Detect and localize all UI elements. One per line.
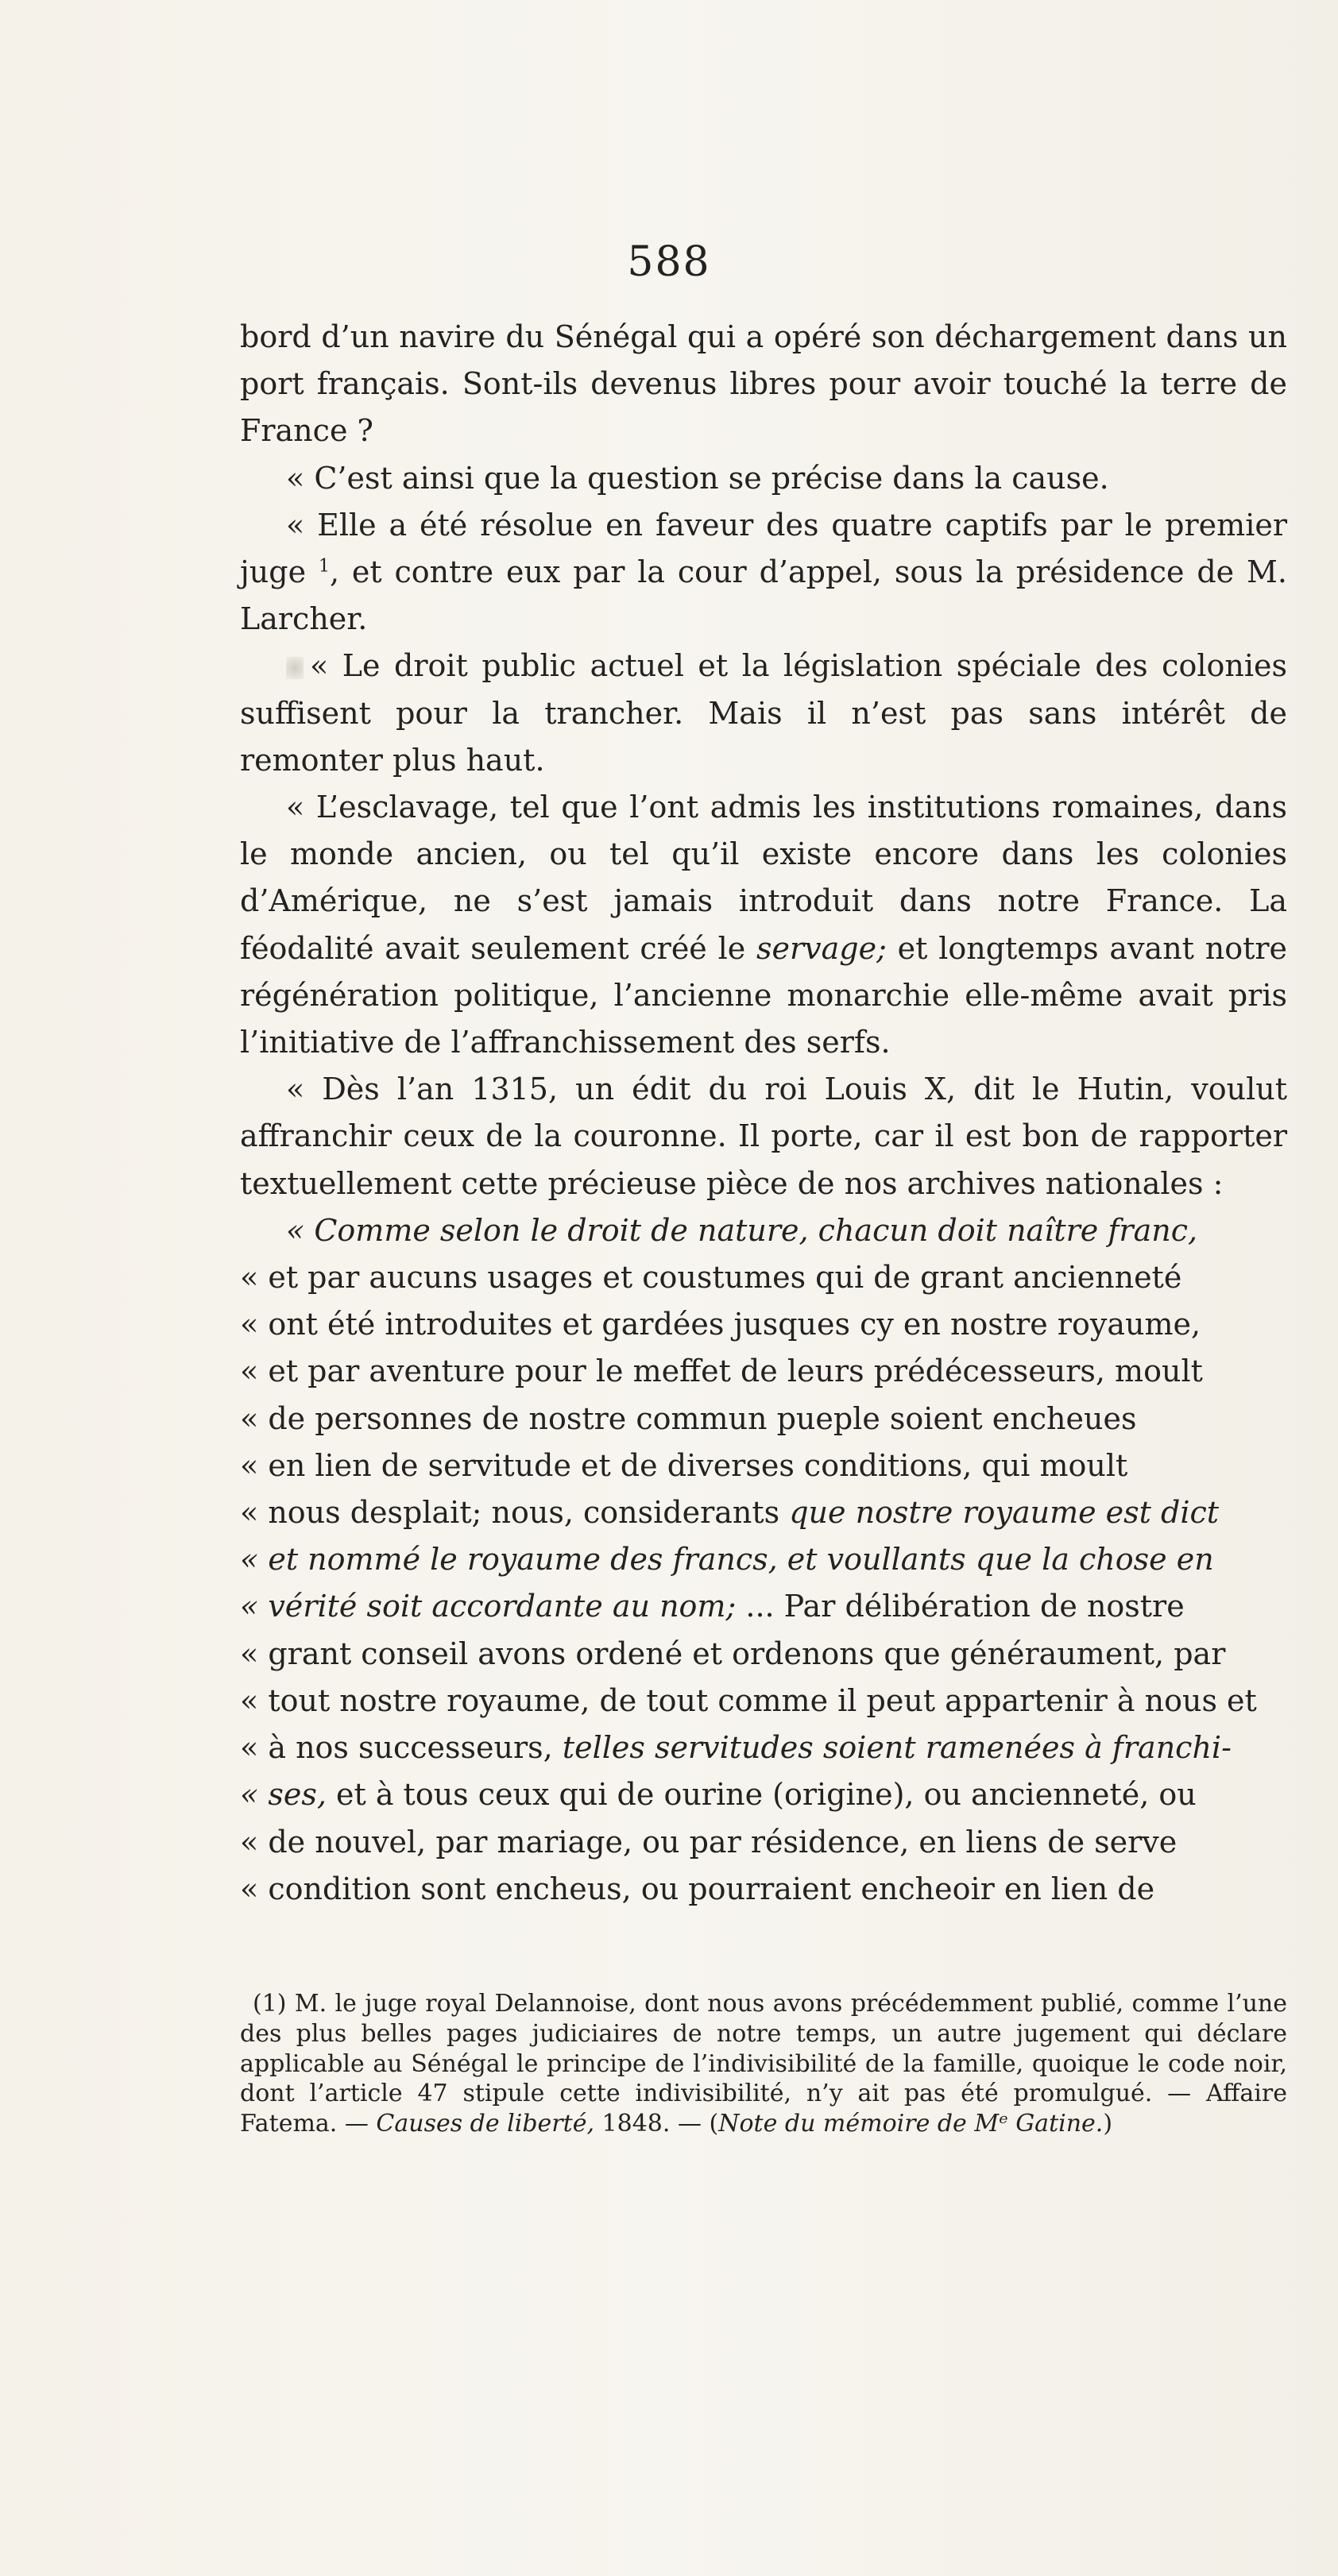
- footnote: [240, 1989, 1287, 2139]
- quote-line-12-start: « à nos successeurs,: [240, 1730, 563, 1766]
- quote-line-11: « tout nostre royaume, de tout comme il peut appartenir à nous et: [240, 1682, 1257, 1718]
- quote-line-10: « grant conseil avons ordené et ordenons que généraument, par: [240, 1636, 1226, 1671]
- paragraph-2: « C’est ainsi que la question se précise dans la cause.: [286, 460, 1109, 496]
- footnote-close: ): [1103, 2110, 1113, 2138]
- paragraph-4-text: « Le droit public actuel et la législation spéciale des colonies suffisent pour la trancher. Mais il n’est pas sans intérêt de remonter plus haut.: [240, 648, 1287, 778]
- quote-line-1: [240, 1207, 1287, 1254]
- quote-line-14: « de nouvel, par mariage, ou par résidence, en liens de serve: [240, 1824, 1178, 1860]
- quote-line-8-text: « et nommé le royaume des francs, et voullants que la chose en: [240, 1542, 1214, 1578]
- quote-line-7-italic: que nostre royaume est dict: [789, 1495, 1220, 1531]
- quote-line-13-italic: « ses,: [240, 1777, 327, 1813]
- servage-term: servage;: [756, 930, 887, 966]
- quote-line-5: « de personnes de nostre commun pueple soient encheues: [240, 1400, 1137, 1436]
- footnote-year: 1848. — (: [594, 2110, 719, 2138]
- paragraph-4: [240, 643, 1287, 784]
- quote-line-4: « et par aventure pour le meffet de leurs prédécesseurs, moult: [240, 1354, 1203, 1389]
- quote-line-3: « ont été introduites et gardées jusques cy en nostre royaume,: [240, 1307, 1201, 1342]
- paragraph-3-end: , et contre eux par la cour d’appel, sous la présidence de M. Larcher.: [240, 554, 1287, 637]
- quote-line-2: « et par aucuns usages et coustumes qui de grant ancienneté: [240, 1260, 1182, 1296]
- body-text: [240, 314, 1287, 1913]
- quote-line-6: « en lien de servitude et de diverses conditions, qui moult: [240, 1447, 1128, 1483]
- paragraph-1: bord d’un navire du Sénégal qui a opéré son déchargement dans un port français. Sont-ils devenus libres pour avoir touché la terre de France ?: [240, 319, 1287, 449]
- footnote-text: [240, 1989, 1287, 2139]
- quote-line-12: [240, 1724, 1287, 1771]
- paragraph-6: « Dès l’an 1315, un édit du roi Louis X, dit le Hutin, voulut affranchir ceux de la couronne. Il porte, car il est bon de rapporter textuellement cette précieuse pièce de nos archives nationales :: [240, 1072, 1287, 1201]
- page-number: 588: [627, 238, 711, 286]
- footnote-note: Note du mémoire de Mᵉ Gatine.: [718, 2110, 1104, 2138]
- ink-stain-mark: [286, 657, 304, 679]
- quote-line-13-end: et à tous ceux qui de ourine (origine), ou ancienneté, ou: [326, 1777, 1197, 1813]
- quote-line-9: [240, 1583, 1287, 1630]
- quote-line-7-start: « nous desplait; nous, considerants: [240, 1495, 790, 1531]
- footnote-body: (1) M. le juge royal Delannoise, dont nous avons précédemment publié, comme l’une des plus belles pages judiciaires de notre temps, un autre jugement qui déclare applicable au Sénégal le principe de l’indivisibilité de la famille, quoique le code noir, dont l’article 47 stipule cette indivisibilité, n’y ait pas été promulgué. — Affaire Fatema. —: [240, 1990, 1287, 2138]
- quote-line-1-text: « Comme selon le droit de nature, chacun doit naître franc,: [286, 1212, 1198, 1248]
- quote-line-12-italic: telles servitudes soient ramenées à franchi-: [562, 1730, 1232, 1766]
- footnote-reference: 1: [318, 556, 330, 577]
- quote-line-15: « condition sont encheus, ou pourraient encheoir en lien de: [240, 1871, 1155, 1906]
- quote-line-9-italic: « vérité soit accordante au nom;: [240, 1589, 737, 1624]
- quote-line-9-end: ... Par délibération de nostre: [736, 1589, 1185, 1624]
- quote-line-13: [240, 1771, 1287, 1818]
- paragraph-5-start: « L’esclavage, tel que l’ont admis les institutions romaines, dans le monde ancien, ou tel qu’il existe encore dans les colonies d’Amérique, ne s’est jamais introduit dans notre France. La féodalité avait seulement créé le: [240, 790, 1287, 966]
- quote-line-7: [240, 1489, 1287, 1536]
- footnote-source: Causes de liberté,: [376, 2110, 594, 2138]
- paragraph-3: [240, 502, 1287, 643]
- paragraph-5-end: et longtemps avant notre régénération politique, l’ancienne monarchie elle-même avait pris l’initiative de l’affranchissement des serfs.: [240, 930, 1287, 1060]
- quote-line-8: [240, 1536, 1287, 1583]
- paragraph-3-start: « Elle a été résolue en faveur des quatre captifs par le premier juge: [240, 507, 1287, 590]
- paragraph-5: [240, 784, 1287, 1066]
